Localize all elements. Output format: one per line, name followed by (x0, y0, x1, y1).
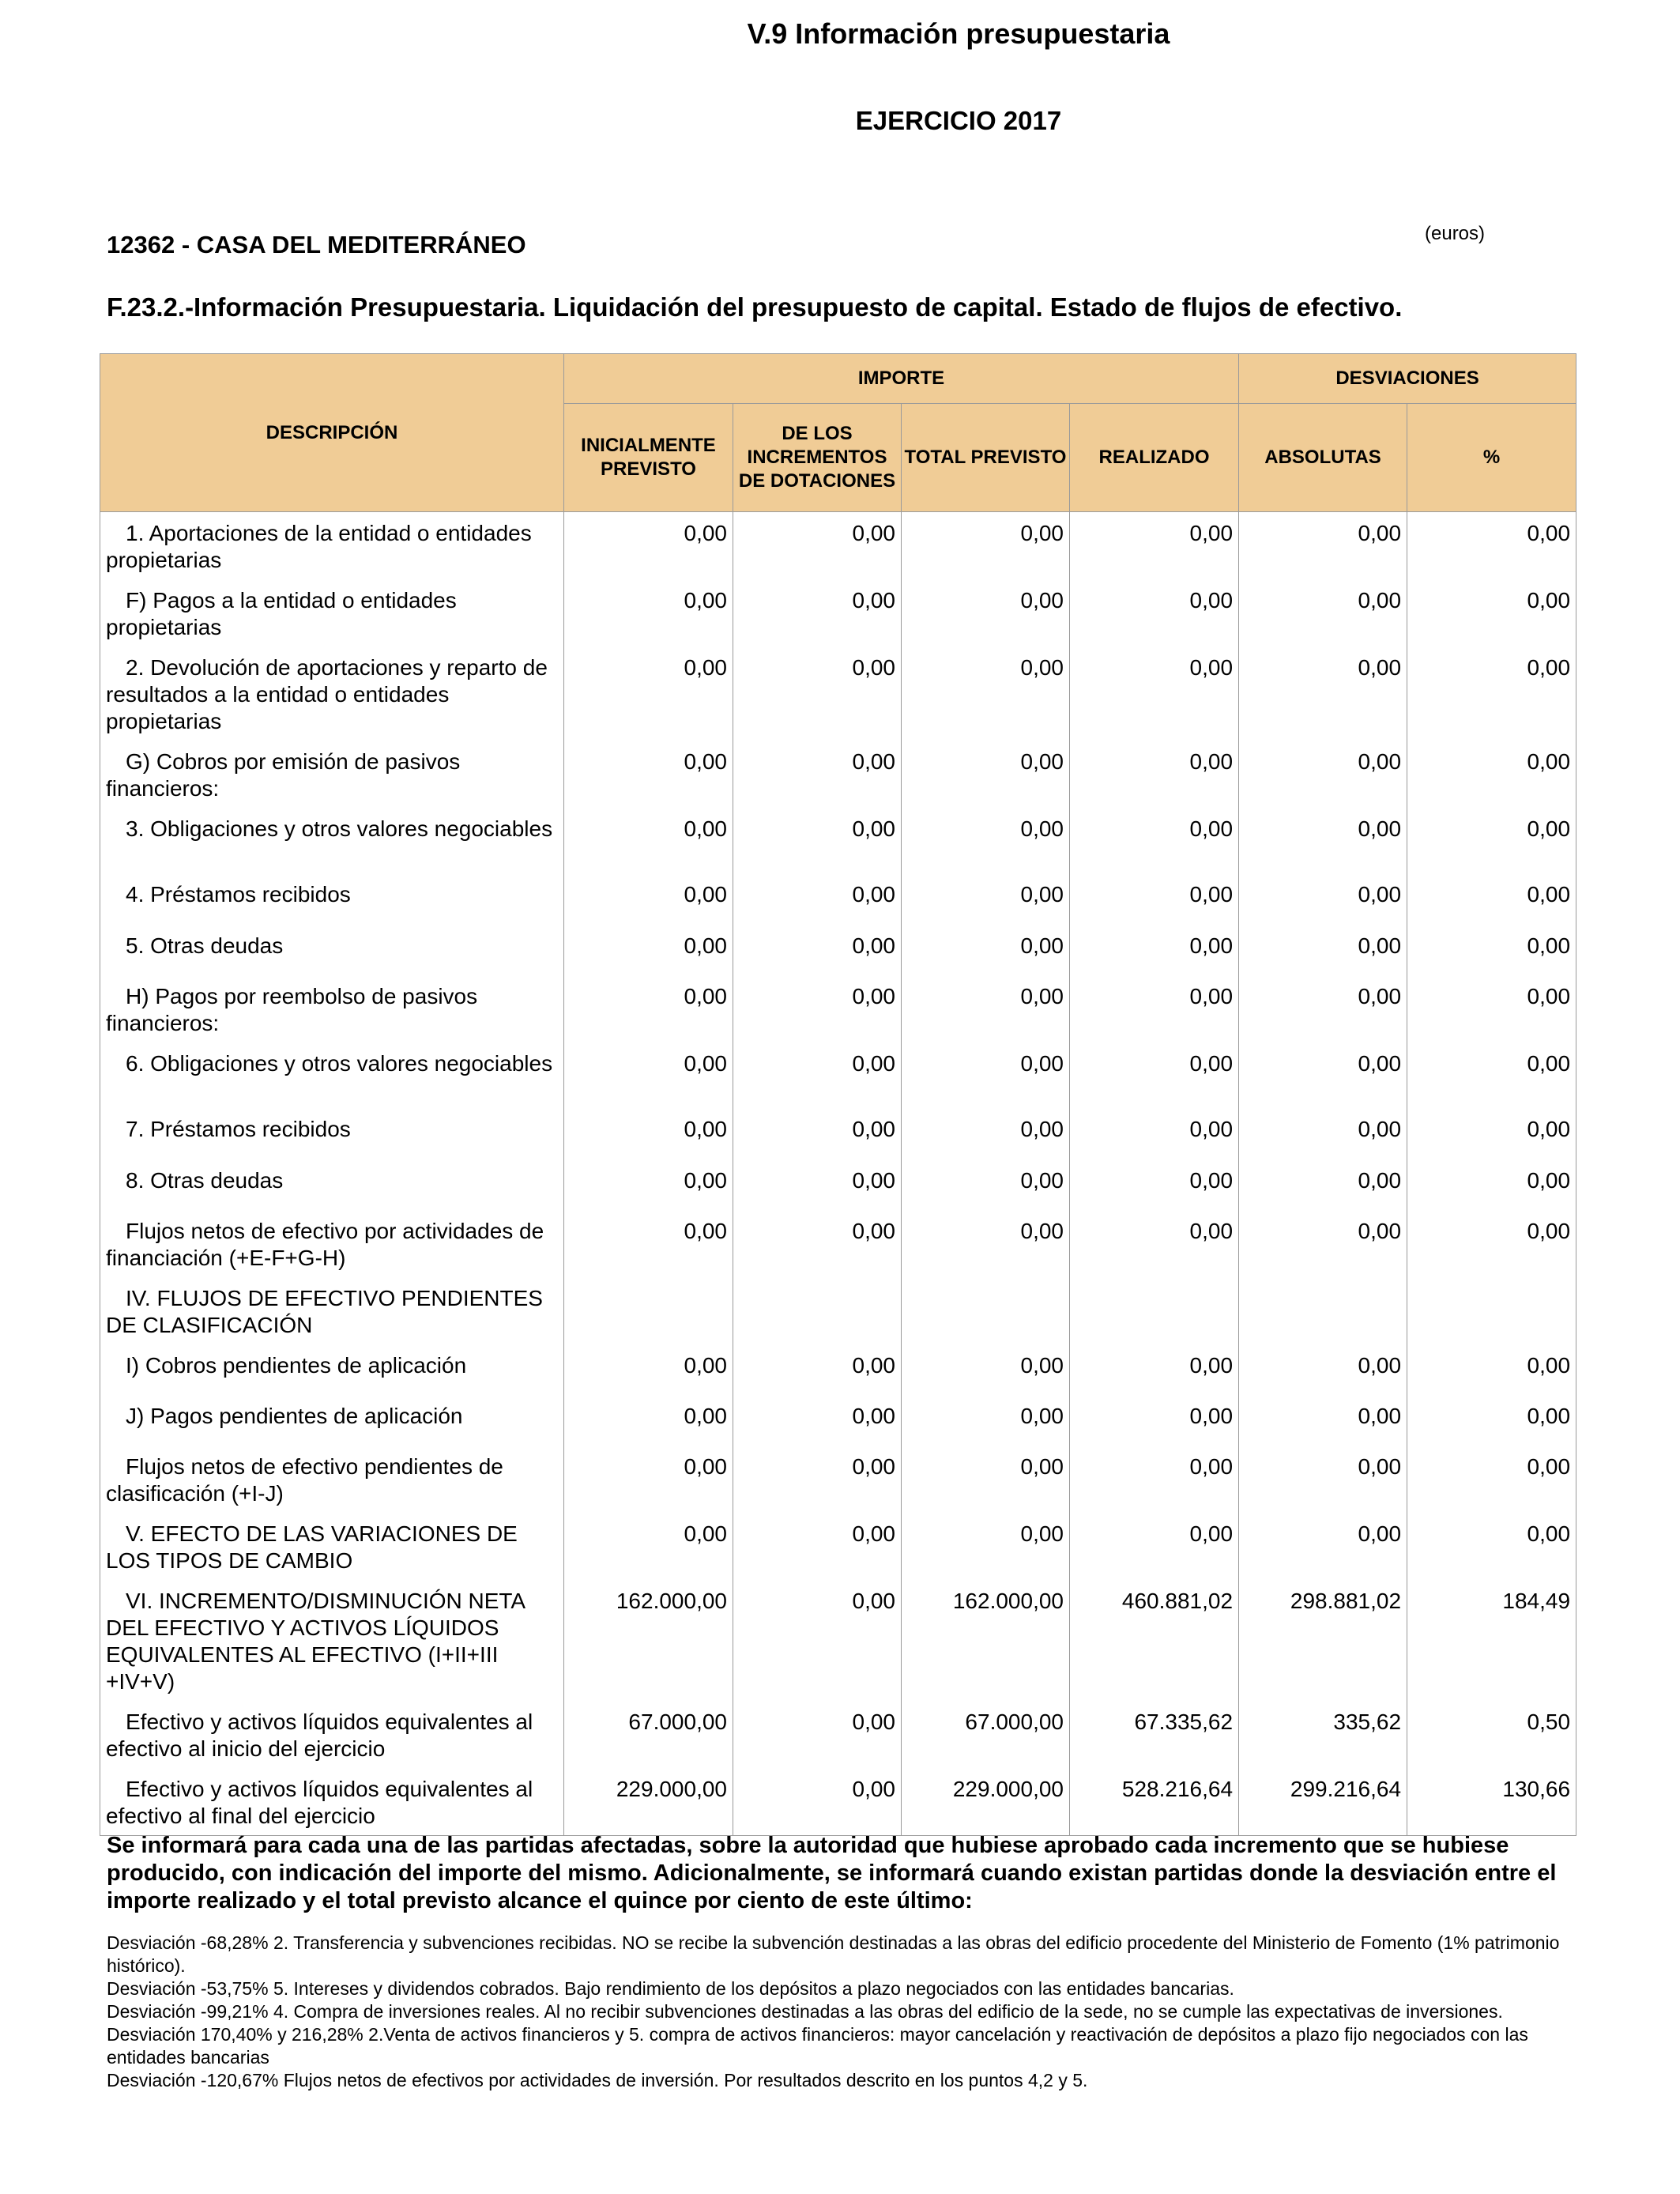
cell-realizado: 0,00 (1070, 975, 1239, 1042)
header-importe: IMPORTE (564, 354, 1239, 404)
cell-incrementos-dotaciones: 0,00 (733, 741, 902, 808)
explanatory-note: Se informará para cada una de las partidas afectadas, sobre la autoridad que hubiese aprobado cada incremento que se hubiese producido, con indicación del importe del mismo. Adicionalmente, se informará cuando existan partidas donde la desviación entre el importe realizado y el total previsto alcance el quince por ciento de este último: (107, 1833, 1557, 1913)
cell-porcentaje: 0,00 (1407, 1210, 1576, 1277)
table-row (100, 1513, 1576, 1580)
row-description: 3. Obligaciones y otros valores negociables (100, 808, 564, 873)
cell-realizado: 0,00 (1070, 1446, 1239, 1513)
cell-porcentaje: 184,49 (1407, 1580, 1576, 1701)
table-row (100, 873, 1576, 925)
header-realizado: REALIZADO (1070, 404, 1239, 512)
currency-unit: (euros) (1425, 223, 1486, 244)
header-incrementos-dotaciones: DE LOS INCREMENTOS DE DOTACIONES (733, 404, 902, 512)
deviation-detail: Desviación -68,28% 2. Transferencia y subvenciones recibidas. NO se recibe la subvención destinadas a las obras del edificio procedente del Ministerio de Fomento (1% patrimonio histórico). (107, 1932, 1560, 1976)
cell-realizado: 0,00 (1070, 1210, 1239, 1277)
row-description: G) Cobros por emisión de pasivos financieros: (100, 741, 564, 808)
cell-incrementos-dotaciones: 0,00 (733, 1344, 902, 1395)
cell-inicialmente-previsto: 0,00 (564, 647, 733, 741)
table-row (100, 925, 1576, 975)
cell-total-previsto: 0,00 (902, 1446, 1070, 1513)
cell-total-previsto: 0,00 (902, 512, 1070, 580)
table-row (100, 579, 1576, 647)
cell-incrementos-dotaciones: 0,00 (733, 1042, 902, 1108)
row-description: Efectivo y activos líquidos equivalentes al efectivo al final del ejercicio (100, 1768, 564, 1836)
table-row (100, 647, 1576, 741)
table-row (100, 1395, 1576, 1446)
deviation-detail: Desviación -120,67% Flujos netos de efectivos por actividades de inversión. Por resultados descrito en los puntos 4,2 y 5. (107, 2070, 1088, 2090)
header-inicialmente-previsto: INICIALMENTE PREVISTO (564, 404, 733, 512)
cell-inicialmente-previsto (564, 1277, 733, 1344)
cell-total-previsto: 0,00 (902, 1513, 1070, 1580)
row-description: Flujos netos de efectivo por actividades de financiación (+E-F+G-H) (100, 1210, 564, 1277)
row-description: 1. Aportaciones de la entidad o entidades propietarias (100, 512, 564, 580)
cell-porcentaje: 0,00 (1407, 741, 1576, 808)
cell-porcentaje: 0,00 (1407, 1446, 1576, 1513)
cell-porcentaje: 0,00 (1407, 925, 1576, 975)
cell-absolutas: 298.881,02 (1239, 1580, 1407, 1701)
deviation-detail: Desviación 170,40% y 216,28% 2.Venta de activos financieros y 5. compra de activos financieros: mayor cancelación y reactivación de depósitos a plazo fijo negociados con las entidades bancarias (107, 2024, 1528, 2068)
cell-porcentaje (1407, 1277, 1576, 1344)
cell-incrementos-dotaciones: 0,00 (733, 975, 902, 1042)
cell-porcentaje: 0,00 (1407, 1159, 1576, 1210)
row-description: VI. INCREMENTO/DISMINUCIÓN NETA DEL EFECTIVO Y ACTIVOS LÍQUIDOS EQUIVALENTES AL EFECTIVO (I+II+III +IV+V) (100, 1580, 564, 1701)
cell-inicialmente-previsto: 67.000,00 (564, 1701, 733, 1768)
header-porcentaje: % (1407, 404, 1576, 512)
cell-incrementos-dotaciones: 0,00 (733, 873, 902, 925)
cell-inicialmente-previsto: 0,00 (564, 975, 733, 1042)
row-description: 7. Préstamos recibidos (100, 1108, 564, 1159)
cell-realizado: 528.216,64 (1070, 1768, 1239, 1836)
cell-inicialmente-previsto: 0,00 (564, 1344, 733, 1395)
deviation-details (107, 1932, 1584, 2092)
row-description: Efectivo y activos líquidos equivalentes al efectivo al inicio del ejercicio (100, 1701, 564, 1768)
cell-realizado: 0,00 (1070, 1344, 1239, 1395)
cell-total-previsto: 0,00 (902, 1395, 1070, 1446)
cell-incrementos-dotaciones: 0,00 (733, 1513, 902, 1580)
table-row (100, 1108, 1576, 1159)
row-description: Flujos netos de efectivo pendientes de clasificación (+I-J) (100, 1446, 564, 1513)
cell-porcentaje: 0,00 (1407, 512, 1576, 580)
cell-total-previsto: 0,00 (902, 1159, 1070, 1210)
cell-inicialmente-previsto: 0,00 (564, 1513, 733, 1580)
cell-incrementos-dotaciones: 0,00 (733, 647, 902, 741)
cell-incrementos-dotaciones: 0,00 (733, 1210, 902, 1277)
cell-porcentaje: 130,66 (1407, 1768, 1576, 1836)
cell-inicialmente-previsto: 162.000,00 (564, 1580, 733, 1701)
row-description: F) Pagos a la entidad o entidades propietarias (100, 579, 564, 647)
cell-absolutas: 0,00 (1239, 1042, 1407, 1108)
table-row (100, 1344, 1576, 1395)
cell-realizado: 0,00 (1070, 1042, 1239, 1108)
cell-absolutas (1239, 1277, 1407, 1344)
cell-inicialmente-previsto: 0,00 (564, 1446, 733, 1513)
cell-incrementos-dotaciones: 0,00 (733, 1768, 902, 1836)
cell-absolutas: 0,00 (1239, 1159, 1407, 1210)
row-description: IV. FLUJOS DE EFECTIVO PENDIENTES DE CLASIFICACIÓN (100, 1277, 564, 1344)
cell-absolutas: 0,00 (1239, 579, 1407, 647)
cell-total-previsto: 0,00 (902, 579, 1070, 647)
cell-absolutas: 0,00 (1239, 1446, 1407, 1513)
cell-inicialmente-previsto: 0,00 (564, 1108, 733, 1159)
cell-realizado: 460.881,02 (1070, 1580, 1239, 1701)
row-description: I) Cobros pendientes de aplicación (100, 1344, 564, 1395)
deviation-detail: Desviación -99,21% 4. Compra de inversiones reales. Al no recibir subvenciones destinadas a las obras del edificio de la sede, no se cumple las expectativas de inversiones. (107, 2001, 1503, 2022)
header-desviaciones: DESVIACIONES (1239, 354, 1576, 404)
report-subtitle: F.23.2.-Información Presupuestaria. Liquidación del presupuesto de capital. Estado de flujos de efectivo. (107, 292, 1403, 322)
table-row (100, 975, 1576, 1042)
cell-absolutas: 335,62 (1239, 1701, 1407, 1768)
cell-incrementos-dotaciones: 0,00 (733, 1701, 902, 1768)
table-row (100, 1580, 1576, 1701)
cell-total-previsto (902, 1277, 1070, 1344)
cell-realizado: 0,00 (1070, 925, 1239, 975)
cell-realizado: 0,00 (1070, 647, 1239, 741)
cell-realizado: 0,00 (1070, 741, 1239, 808)
cell-porcentaje: 0,00 (1407, 808, 1576, 873)
cell-inicialmente-previsto: 0,00 (564, 1159, 733, 1210)
cell-absolutas: 0,00 (1239, 808, 1407, 873)
cash-flow-table (100, 353, 1576, 1836)
cell-incrementos-dotaciones: 0,00 (733, 1580, 902, 1701)
cell-realizado: 0,00 (1070, 808, 1239, 873)
cell-incrementos-dotaciones: 0,00 (733, 1108, 902, 1159)
cell-total-previsto: 229.000,00 (902, 1768, 1070, 1836)
header-total-previsto: TOTAL PREVISTO (902, 404, 1070, 512)
cell-total-previsto: 162.000,00 (902, 1580, 1070, 1701)
cell-porcentaje: 0,00 (1407, 1344, 1576, 1395)
fiscal-year: EJERCICIO 2017 (855, 106, 1062, 135)
cell-inicialmente-previsto: 0,00 (564, 1395, 733, 1446)
cell-inicialmente-previsto: 0,00 (564, 925, 733, 975)
cell-absolutas: 0,00 (1239, 975, 1407, 1042)
deviation-detail: Desviación -53,75% 5. Intereses y dividendos cobrados. Bajo rendimiento de los depósitos a plazo negociados con las entidades bancarias. (107, 1978, 1234, 1999)
cell-total-previsto: 0,00 (902, 741, 1070, 808)
cell-inicialmente-previsto: 0,00 (564, 512, 733, 580)
table-row (100, 1701, 1576, 1768)
cell-incrementos-dotaciones: 0,00 (733, 808, 902, 873)
cell-inicialmente-previsto: 0,00 (564, 873, 733, 925)
cell-incrementos-dotaciones: 0,00 (733, 925, 902, 975)
row-description: 8. Otras deudas (100, 1159, 564, 1210)
row-description: V. EFECTO DE LAS VARIACIONES DE LOS TIPOS DE CAMBIO (100, 1513, 564, 1580)
table-row (100, 1159, 1576, 1210)
cell-incrementos-dotaciones: 0,00 (733, 1395, 902, 1446)
cell-absolutas: 0,00 (1239, 873, 1407, 925)
table-row (100, 808, 1576, 873)
cell-realizado (1070, 1277, 1239, 1344)
cell-absolutas: 0,00 (1239, 512, 1407, 580)
cell-total-previsto: 0,00 (902, 1042, 1070, 1108)
cell-total-previsto: 0,00 (902, 925, 1070, 975)
cell-absolutas: 0,00 (1239, 647, 1407, 741)
cell-inicialmente-previsto: 0,00 (564, 1042, 733, 1108)
cell-porcentaje: 0,00 (1407, 975, 1576, 1042)
cell-inicialmente-previsto: 0,00 (564, 1210, 733, 1277)
cell-porcentaje: 0,00 (1407, 579, 1576, 647)
cell-absolutas: 299.216,64 (1239, 1768, 1407, 1836)
cell-total-previsto: 0,00 (902, 873, 1070, 925)
cell-incrementos-dotaciones: 0,00 (733, 579, 902, 647)
cell-inicialmente-previsto: 0,00 (564, 741, 733, 808)
row-description: 6. Obligaciones y otros valores negociables (100, 1042, 564, 1108)
cell-total-previsto: 0,00 (902, 647, 1070, 741)
cell-realizado: 0,00 (1070, 512, 1239, 580)
table-row (100, 1042, 1576, 1108)
cell-inicialmente-previsto: 0,00 (564, 579, 733, 647)
table-row (100, 512, 1576, 580)
cell-incrementos-dotaciones (733, 1277, 902, 1344)
cell-porcentaje: 0,00 (1407, 1042, 1576, 1108)
cell-porcentaje: 0,50 (1407, 1701, 1576, 1768)
table-row (100, 1446, 1576, 1513)
table-row (100, 1277, 1576, 1344)
table-row (100, 741, 1576, 808)
cell-absolutas: 0,00 (1239, 1108, 1407, 1159)
cell-realizado: 0,00 (1070, 1159, 1239, 1210)
cell-porcentaje: 0,00 (1407, 873, 1576, 925)
cell-realizado: 0,00 (1070, 873, 1239, 925)
cell-realizado: 0,00 (1070, 1108, 1239, 1159)
header-absolutas: ABSOLUTAS (1239, 404, 1407, 512)
cell-porcentaje: 0,00 (1407, 1395, 1576, 1446)
header-descripcion: DESCRIPCIÓN (100, 354, 564, 512)
cell-porcentaje: 0,00 (1407, 1513, 1576, 1580)
cell-incrementos-dotaciones: 0,00 (733, 512, 902, 580)
cell-realizado: 0,00 (1070, 1513, 1239, 1580)
page-title: V.9 Información presupuestaria (747, 17, 1170, 50)
cell-realizado: 0,00 (1070, 1395, 1239, 1446)
cell-total-previsto: 0,00 (902, 1108, 1070, 1159)
cell-porcentaje: 0,00 (1407, 647, 1576, 741)
cell-inicialmente-previsto: 0,00 (564, 808, 733, 873)
table-row (100, 1210, 1576, 1277)
cell-absolutas: 0,00 (1239, 925, 1407, 975)
cell-total-previsto: 0,00 (902, 1344, 1070, 1395)
cell-absolutas: 0,00 (1239, 741, 1407, 808)
row-description: H) Pagos por reembolso de pasivos financieros: (100, 975, 564, 1042)
cell-total-previsto: 0,00 (902, 808, 1070, 873)
cell-total-previsto: 0,00 (902, 1210, 1070, 1277)
row-description: 5. Otras deudas (100, 925, 564, 975)
cell-absolutas: 0,00 (1239, 1395, 1407, 1446)
cell-inicialmente-previsto: 229.000,00 (564, 1768, 733, 1836)
cell-total-previsto: 67.000,00 (902, 1701, 1070, 1768)
cell-absolutas: 0,00 (1239, 1344, 1407, 1395)
cell-incrementos-dotaciones: 0,00 (733, 1159, 902, 1210)
row-description: J) Pagos pendientes de aplicación (100, 1395, 564, 1446)
cell-realizado: 0,00 (1070, 579, 1239, 647)
cell-absolutas: 0,00 (1239, 1513, 1407, 1580)
cell-incrementos-dotaciones: 0,00 (733, 1446, 902, 1513)
cell-absolutas: 0,00 (1239, 1210, 1407, 1277)
row-description: 2. Devolución de aportaciones y reparto de resultados a la entidad o entidades propietarias (100, 647, 564, 741)
table-row (100, 1768, 1576, 1836)
cell-total-previsto: 0,00 (902, 975, 1070, 1042)
entity-name: 12362 - CASA DEL MEDITERRÁNEO (107, 231, 526, 258)
cell-porcentaje: 0,00 (1407, 1108, 1576, 1159)
cell-realizado: 67.335,62 (1070, 1701, 1239, 1768)
row-description: 4. Préstamos recibidos (100, 873, 564, 925)
